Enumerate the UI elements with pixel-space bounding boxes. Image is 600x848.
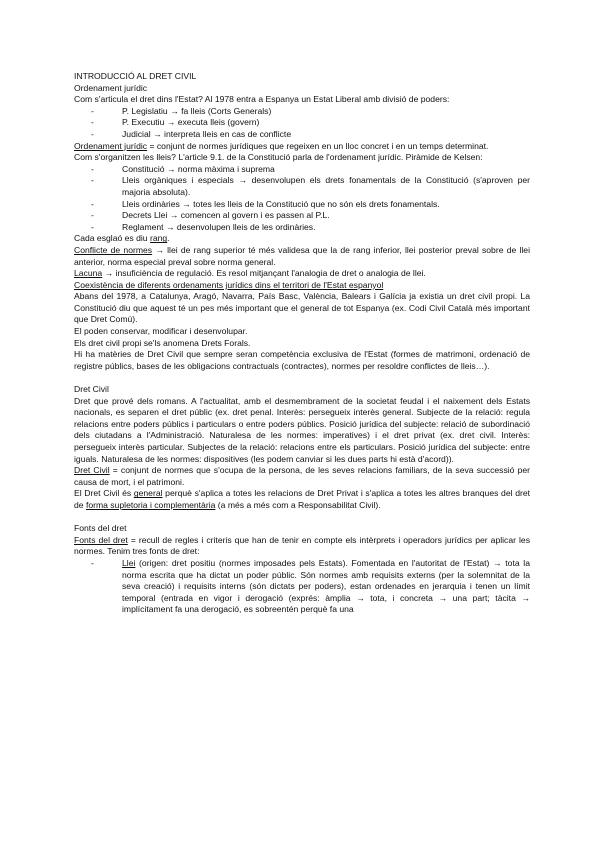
lacuna-paragraph: Lacuna → insuficiència de regulació. Es resol mitjançant l'analogia de dret o analogia de llei. bbox=[74, 268, 426, 279]
poders-list bbox=[74, 106, 530, 141]
term-lacuna: Lacuna bbox=[74, 268, 103, 279]
materies-paragraph: Hi ha matèries de Dret Civil que sempre seran competència exclusiva de l'Estat (formes de matrimoni, ordenació de registre públics, bases de les obligacions contractuals (contractes), normes per resoldre conflictes de lleis…). bbox=[74, 349, 530, 371]
bullet-dash: - bbox=[91, 163, 94, 174]
list-item: - Lleis ordinàries → totes les lleis de la Constitució que no són els drets fonamentals. bbox=[91, 198, 440, 209]
fonts-definition: Fonts del dret = recull de regles i criteris que han de tenir en compte els intèrprets i operadors jurídics per aplicar les normes. Tenim tres fonts de dret: bbox=[74, 534, 530, 557]
spacer bbox=[74, 512, 530, 524]
coexistencia-paragraph: Abans del 1978, a Catalunya, Aragó, Navarra, País Basc, València, Balears i Galícia ja existia un dret civil propi. La Constitució diu que aquest té un pes més important que el general de tot Espanya (ex. Codi Civil Català més important que Dret Comú). bbox=[74, 291, 530, 325]
ordenament-intro: Com s'articula el dret dins l'Estat? Al 1978 entra a Espanya un Estat Liberal amb divisió de poders: bbox=[74, 94, 450, 105]
list-item: - P. Legislatiu → fa lleis (Corts Generals) bbox=[91, 105, 272, 116]
list-item: - P. Executiu → executa lleis (govern) bbox=[91, 117, 260, 128]
conflicte-paragraph: Conflicte de normes → llei de rang superior té més validesa que la de rang inferior, llei posterior preval sobre de llei anterior, norma especial preval sobre norma general. bbox=[74, 244, 530, 267]
list-item: - Llei (origen: dret positiu (normes imposades pels Estats). Fomentada en l'autoritat de l'Estat) → tota la norma escrita que ha dictat un poder públic. Són normes amb requisits externs (per la solemnitat de la seva creació) i requisits interns (són dictats per poders), estan ordenades en jerarquia i tenen un límit temporal (entrada en vigor i derogació (exprés: àmplia → tota, i concreta → una part; tàcita → implícitament fa una derogació, es sobreentén perquè fa una bbox=[91, 557, 530, 615]
term-rang: rang bbox=[149, 233, 168, 244]
spacer bbox=[74, 372, 530, 384]
list-item: - Reglament → desenvolupen lleis de les ordinàries. bbox=[91, 221, 316, 232]
bullet-dash: - bbox=[91, 210, 94, 221]
piramide-list bbox=[74, 164, 530, 234]
bullet-dash: - bbox=[91, 221, 94, 232]
section-heading-ordenament: Ordenament jurídic bbox=[74, 82, 148, 93]
bullet-dash: - bbox=[91, 128, 94, 139]
forals-line: Els dret civil propi se'ls anomena Drets Forals. bbox=[74, 337, 251, 348]
term-conflicte: Conflicte de normes bbox=[74, 244, 153, 255]
term-general: general bbox=[133, 488, 163, 499]
document-page bbox=[74, 71, 530, 616]
term-llei: Llei bbox=[122, 557, 136, 568]
dret-civil-general: El Dret Civil és general perquè s'aplica a totes les relacions de Dret Privat i s'aplica a totes les altres branques del dret de forma supletoria i complementària (a més a més com a Responsabilitat Civil). bbox=[74, 488, 530, 510]
bullet-dash: - bbox=[91, 557, 94, 568]
list-item: - Constitució → norma màxima i suprema bbox=[91, 163, 275, 174]
conservar-line: El poden conservar, modificar i desenvolupar. bbox=[74, 326, 248, 337]
dret-civil-paragraph: Dret que prové dels romans. A l'actualitat, amb el desmembrament de la societat feudal i el naixement dels Estats nacionals, es separen el dret públic (ex. dret penal. Interès: persegueix interès general. Subjecte de la relació: regula relacions entre poders públics i particulars o entre poders públics. Posició jurídica del subjecte: relació de subordinació dels ciutadans a l'Administració. Naturalesa de les normes: imperatives) i el dret privat (ex. dret civil. Interès: persegueix interès particular. Subjectes de la relació: relacions entre els particulars. Posició jurídica del subjecte: entre iguals. Naturalesa de les normes: dispositives (les podem canviar si les dues parts hi està d'acord)). bbox=[74, 395, 530, 464]
term-ordenament-juridic: Ordenament jurídic bbox=[74, 140, 148, 151]
list-item: - Lleis orgàniques i especials → desenvolupen els drets fonamentals de la Constitució (s'aproven per majoria absoluta). bbox=[91, 175, 530, 197]
rang-line: Cada esglaó es diu rang. bbox=[74, 233, 170, 244]
list-item: - Decrets Llei → comencen al govern i es passen al P.L. bbox=[91, 210, 330, 221]
term-fonts-del-dret: Fonts del dret bbox=[74, 534, 128, 545]
bullet-dash: - bbox=[91, 105, 94, 116]
ordenament-definition: Ordenament jurídic = conjunt de normes jurídiques que regeixen en un lloc concret i en un temps determinat. bbox=[74, 140, 489, 151]
document-title: INTRODUCCIÓ AL DRET CIVIL bbox=[74, 71, 197, 81]
coexistencia-heading: Coexistència de diferents ordenaments jurídics dins el territori de l'Estat espanyol bbox=[74, 279, 384, 290]
bullet-dash: - bbox=[91, 198, 94, 209]
section-heading-dret-civil: Dret Civil bbox=[74, 384, 109, 395]
list-item: - Judicial → interpreta lleis en cas de conflicte bbox=[91, 128, 292, 139]
section-heading-fonts: Fonts del dret bbox=[74, 523, 127, 534]
bullet-dash: - bbox=[91, 117, 94, 128]
bullet-dash: - bbox=[91, 175, 94, 186]
fonts-list bbox=[74, 558, 530, 616]
piramide-intro: Com s'organitzen les lleis? L'article 9.1. de la Constitució parla de l'ordenament jurídic. Piràmide de Kelsen: bbox=[74, 152, 483, 163]
dret-civil-definition: Dret Civil = conjunt de normes que s'ocupa de la persona, de les seves relacions familiars, de la seva successió per causa de mort, i el patrimoni. bbox=[74, 465, 531, 487]
term-dret-civil: Dret Civil bbox=[74, 465, 110, 476]
term-supletoria: forma supletoria i complementària bbox=[85, 499, 216, 510]
